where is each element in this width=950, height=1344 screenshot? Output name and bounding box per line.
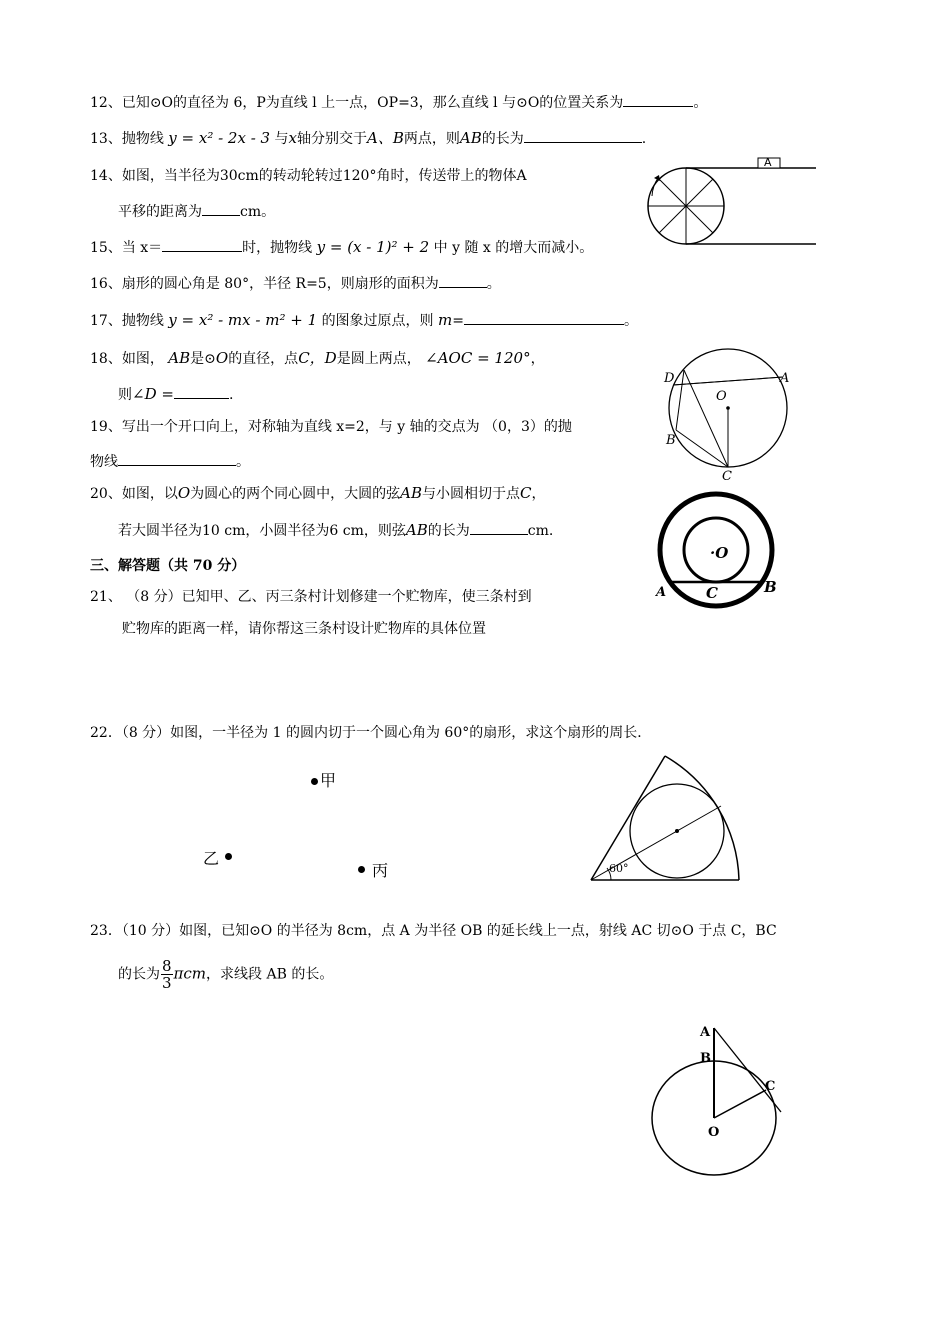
concentric-circles-figure [650, 490, 790, 610]
answer-blank[interactable] [524, 128, 642, 143]
answer-blank[interactable] [470, 520, 528, 535]
question-13: 13、抛物线 y = x² - 2x - 3 与x轴分别交于A、B两点，则AB的长为 . [90, 129, 647, 147]
question-18-line2: 则∠D = . [118, 385, 234, 403]
conveyor-figure [640, 150, 820, 250]
conveyor-label-a: A [764, 156, 772, 169]
label-b: B [666, 433, 676, 448]
label-c: C [765, 1079, 776, 1094]
question-14: 14、如图，当半径为30cm的转动轮转过120°角时，传送带上的物体A [90, 168, 527, 184]
question-19-line2: 物线 。 [90, 451, 250, 472]
question-20-line2: 若大圆半径为10 cm，小圆半径为6 cm，则弦AB的长为 cm. [118, 521, 554, 539]
label-d: D [664, 371, 675, 386]
question-12: 12、已知⊙O的直径为 6，P为直线 l 上一点，OP=3，那么直线 l 与⊙O的位置关系为 。 [90, 92, 707, 113]
label-a: A [780, 371, 790, 386]
answer-blank[interactable] [202, 201, 240, 216]
label-o: O [716, 389, 727, 404]
answer-blank[interactable] [623, 92, 693, 107]
label-c: C [722, 469, 732, 484]
label-c: C [706, 584, 718, 602]
question-21: 21、 （8 分）已知甲、乙、丙三条村计划修建一个贮物库，使三条村到 [90, 589, 532, 605]
label-a: A [700, 1025, 711, 1040]
village-bing-dot [358, 866, 365, 873]
label-b: B [764, 578, 777, 596]
village-jia-dot [311, 778, 318, 785]
village-bing-label: 丙 [372, 861, 389, 880]
label-o: O [708, 1125, 720, 1140]
section-title: 三、解答题（共 70 分） [90, 558, 246, 574]
question-18: 18、如图， AB是⊙O的直径，点C，D是圆上两点， ∠AOC = 120°， [90, 349, 545, 367]
question-14-line2: 平移的距离为 cm。 [118, 201, 275, 222]
label-a: A [656, 585, 667, 600]
village-jia-label: 甲 [320, 771, 337, 790]
question-21-line2: 贮物库的距离一样，请你帮这三条村设计贮物库的具体位置 [122, 621, 486, 637]
arc-length-fraction: $\frac{8}{3}$ [162, 957, 172, 992]
village-yi-dot [225, 853, 232, 860]
circle-figure-18 [660, 350, 800, 484]
answer-blank[interactable] [118, 451, 236, 466]
answer-blank[interactable] [464, 310, 624, 325]
label-b: B [700, 1051, 711, 1066]
label-o: ·O [710, 544, 729, 562]
tangent-figure [645, 1020, 795, 1180]
angle-label: 60° [609, 862, 629, 875]
answer-blank[interactable] [439, 273, 487, 288]
question-16: 16、扇形的圆心角是 80°，半径 R=5，则扇形的面积为 。 [90, 273, 501, 294]
village-yi-label: 乙 [203, 849, 220, 868]
question-22: 22．（8 分）如图，一半径为 1 的圆内切于一个圆心角为 60°的扇形，求这个扇形的周长． [90, 725, 652, 741]
answer-blank[interactable] [174, 384, 229, 399]
question-15: 15、当 x＝ 时，抛物线 y = (x - 1)² + 2 中 y 随 x 的增大而减小。 [90, 238, 594, 256]
question-19: 19、写出一个开口向上，对称轴为直线 x=2，与 y 轴的交点为 （0，3）的抛 [90, 419, 572, 435]
question-23: 23．（10 分）如图，已知⊙O 的半径为 8cm，点 A 为半径 OB 的延长线上一点，射线 AC 切⊙O 于点 C，BC [90, 923, 777, 939]
question-23-line2: 的长为 $\frac{8}{3}$ πcm，求线段 AB 的长。 [118, 957, 334, 992]
question-17: 17、抛物线 y = x² - mx - m² + 1 的图象过原点，则 m= 。 [90, 311, 638, 329]
question-20: 20、如图，以O为圆心的两个同心圆中，大圆的弦AB与小圆相切于点C， [90, 484, 546, 502]
sector-figure [585, 752, 745, 887]
answer-blank[interactable] [162, 237, 242, 252]
